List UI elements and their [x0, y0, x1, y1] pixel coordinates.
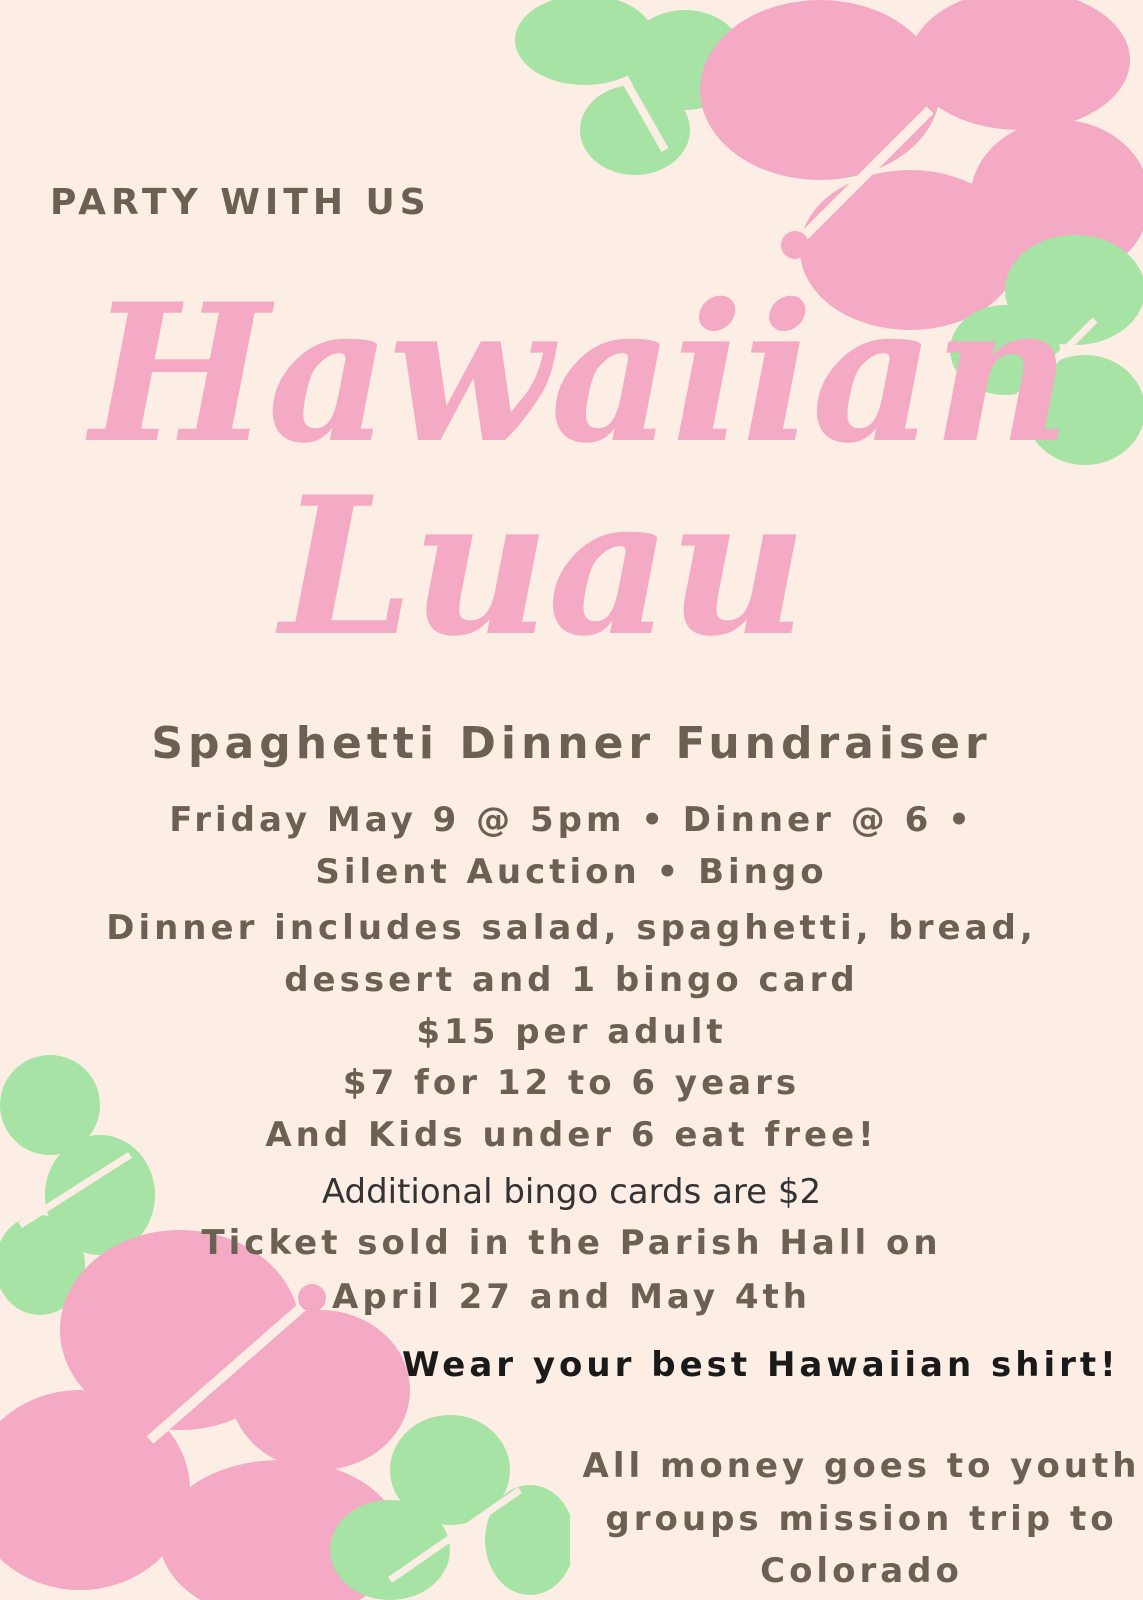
green-hibiscus-bottom-icon — [330, 1410, 570, 1600]
detail-line: Friday May 9 @ 5pm • Dinner @ 6 • — [169, 800, 974, 840]
cause-line: groups mission trip to — [605, 1499, 1118, 1539]
title-line-2: Luau — [280, 455, 805, 678]
title-line-1: Hawaiian — [90, 262, 1069, 485]
detail-line: Dinner includes salad, spaghetti, bread, — [106, 908, 1037, 948]
event-name: Spaghetti Dinner Fundraiser — [151, 718, 992, 769]
dress-code: Wear your best Hawaiian shirt! — [402, 1345, 1120, 1385]
price-adult: $15 per adult — [416, 1012, 727, 1052]
cause-line: Colorado — [760, 1551, 963, 1591]
ticket-dates: April 27 and May 4th — [332, 1277, 811, 1317]
ticket-info: Ticket sold in the Parish Hall on — [201, 1223, 942, 1263]
detail-line: Silent Auction • Bingo — [315, 852, 828, 892]
detail-line: dessert and 1 bingo card — [284, 960, 859, 1000]
price-child: $7 for 12 to 6 years — [342, 1063, 801, 1103]
bingo-card-price: Additional bingo cards are $2 — [321, 1172, 822, 1212]
price-kids-free: And Kids under 6 eat free! — [265, 1115, 878, 1155]
cause-line: All money goes to youth — [582, 1446, 1141, 1486]
tagline: PARTY WITH US — [50, 182, 431, 223]
